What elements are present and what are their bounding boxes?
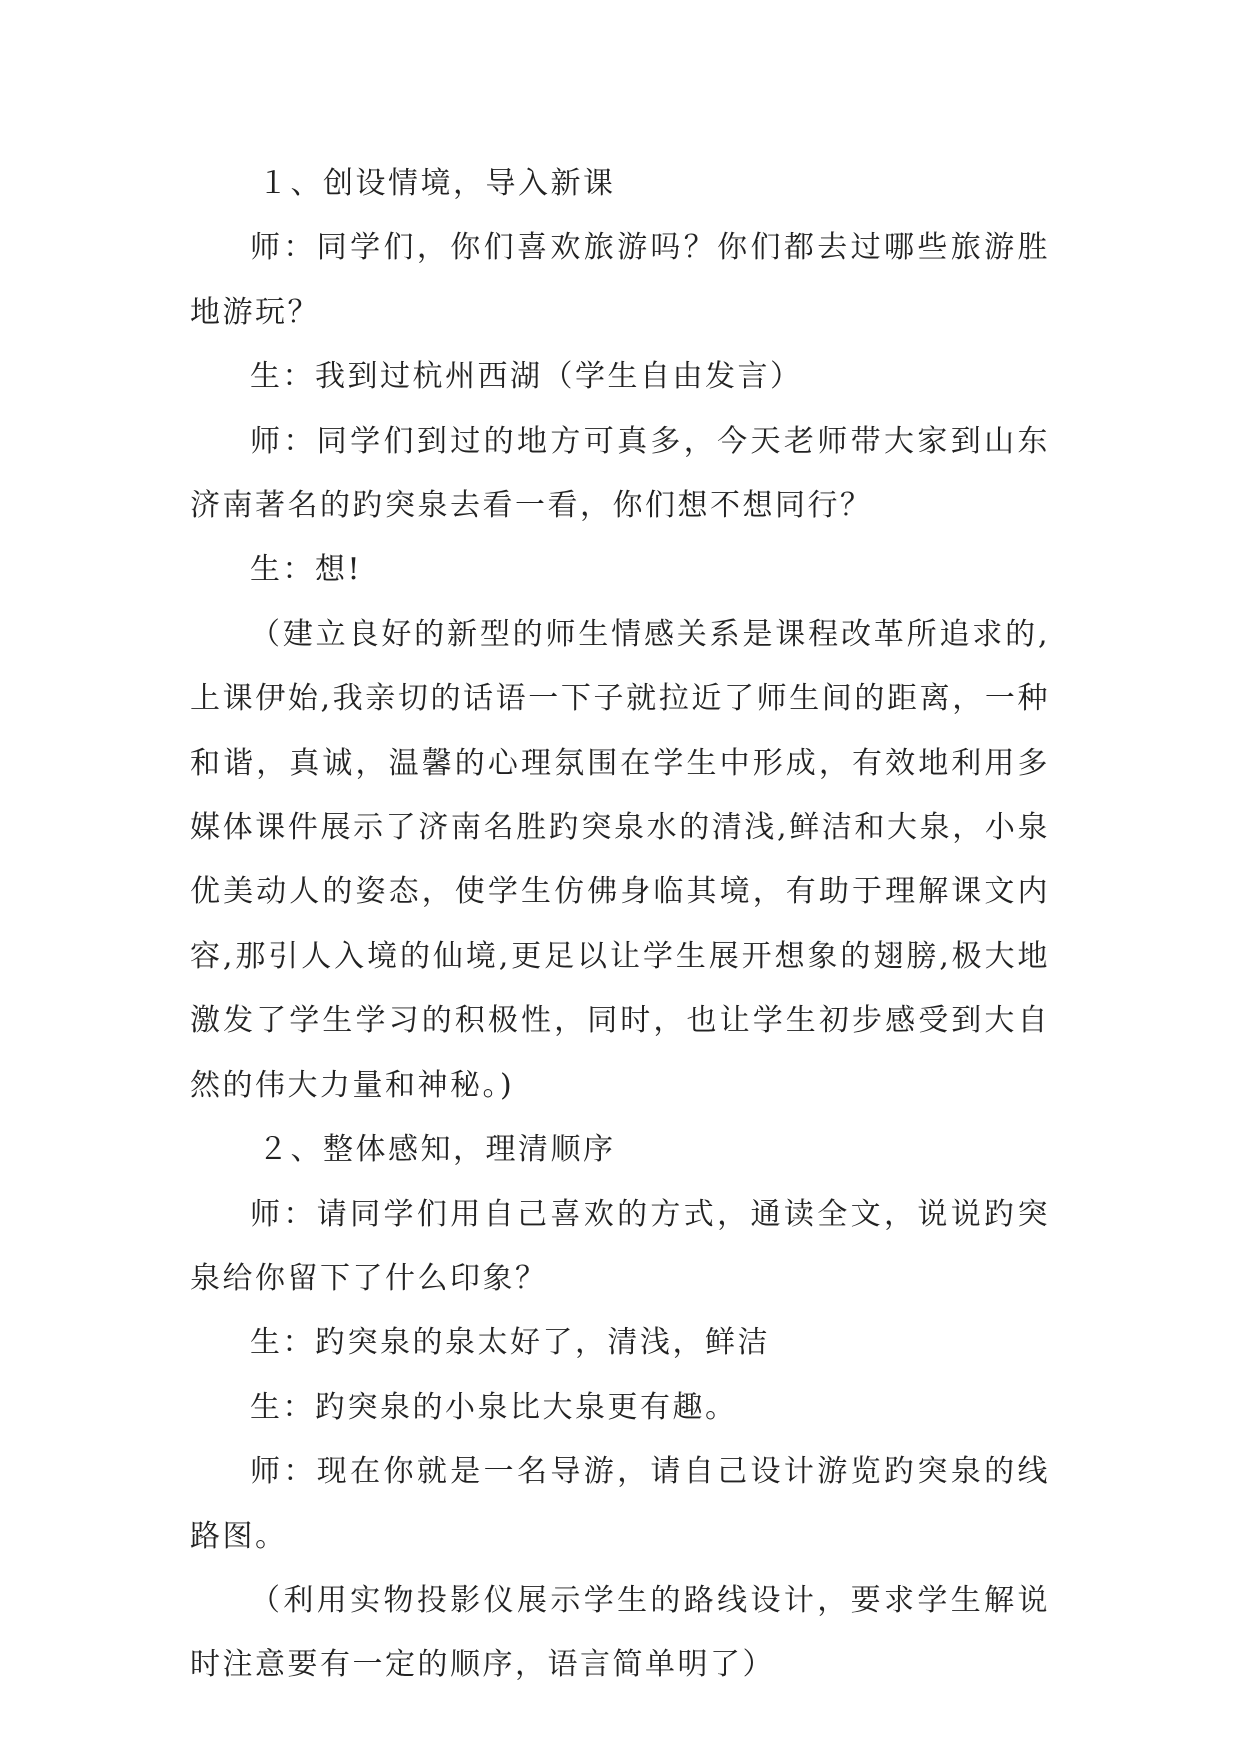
dialogue-student-2: 生：想! xyxy=(250,552,363,588)
dialogue-teacher-2: 师：同学们到过的地方可真多，今天老师带大家到山东济南著名的趵突泉去看一看，你们想不想同行？ xyxy=(190,423,1050,524)
dialogue-student-3: 生：趵突泉的泉太好了，清浅，鲜洁 xyxy=(250,1325,770,1361)
dialogue-student-4: 生：趵突泉的小泉比大泉更有趣。 xyxy=(250,1389,738,1425)
commentary-paragraph-2: （利用实物投影仪展示学生的路线设计，要求学生解说时注意要有一定的顺序，语言简单明了） xyxy=(190,1582,1050,1683)
dialogue-student-1: 生：我到过杭州西湖（学生自由发言） xyxy=(250,359,803,395)
document-body xyxy=(190,152,1050,1698)
section-heading-1: １、创设情境，导入新课 xyxy=(258,166,616,201)
section-heading-2: ２、整体感知，理清顺序 xyxy=(258,1132,616,1168)
commentary-paragraph-1: （建立良好的新型的师生情感关系是课程改革所追求的,上课伊始,我亲切的话语一下子就拉近了师生间的距离，一种和谐，真诚，温馨的心理氛围在学生中形成，有效地利用多媒体课件展示了济南名胜趵突泉水的清浅,鲜洁和大泉，小泉优美动人的姿态，使学生仿佛身临其境，有助于理解课文内容,那引人入境的仙境,更足以让学生展开想象的翅膀,极大地激发了学生学习的积极性，同时，也让学生初步感受到大自然的伟大力量和神秘。) xyxy=(190,616,1050,1103)
dialogue-teacher-4: 师：现在你就是一名导游，请自己设计游览趵突泉的线路图。 xyxy=(190,1454,1050,1554)
dialogue-teacher-1: 师：同学们，你们喜欢旅游吗？你们都去过哪些旅游胜地游玩？ xyxy=(190,230,1050,330)
dialogue-teacher-3: 师：请同学们用自己喜欢的方式，通读全文，说说趵突泉给你留下了什么印象？ xyxy=(190,1196,1050,1296)
